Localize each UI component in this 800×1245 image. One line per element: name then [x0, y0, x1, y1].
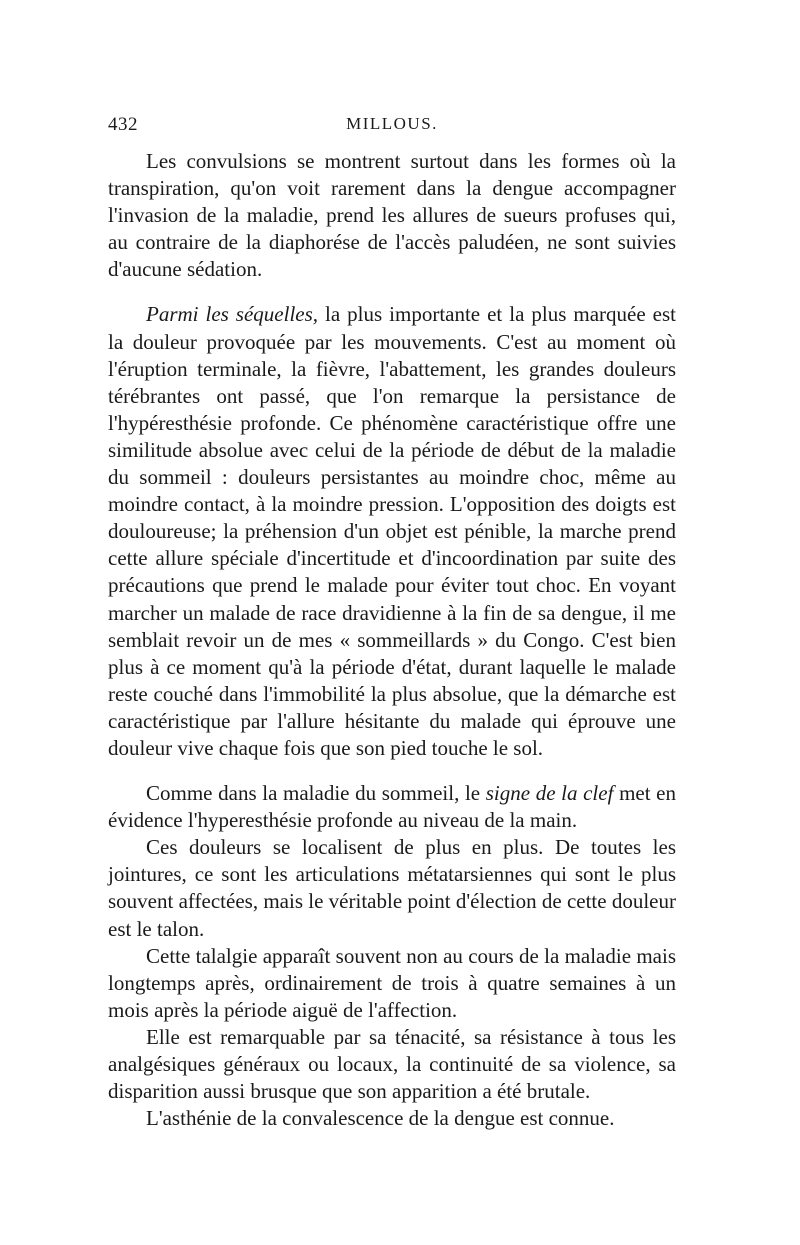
body-text — [108, 148, 676, 1132]
paragraph-asthenie — [108, 1105, 676, 1132]
page-number: 432 — [108, 114, 138, 135]
paragraph-text: L'asthénie de la convalescence de la dengue est connue. — [146, 1106, 615, 1131]
paragraph-text-before: Comme dans la maladie du sommeil, le — [146, 781, 486, 806]
paragraph-douleurs-localisees — [108, 834, 676, 942]
italic-term: signe de la clef — [485, 781, 614, 806]
paragraph-text: Elle est remarquable par sa ténacité, sa résistance à tous les analgésiques généraux ou locaux, la continuité de sa violence, sa disparition aussi brusque que son apparition a été brutale. — [108, 1024, 676, 1104]
italic-lead: Parmi les séquelles, — [146, 302, 319, 327]
running-title: MILLOUS. — [346, 114, 438, 133]
running-head — [108, 114, 676, 144]
paragraph-text: Cette talalgie apparaît souvent non au cours de la maladie mais longtemps après, ordinairement de trois à quatre semaines à un mois après la période aiguë de l'affection. — [108, 943, 676, 1022]
paragraph-sequelles — [108, 301, 676, 762]
paragraph-text: la plus importante et la plus marquée est la douleur provoquée par les mouvements. C'est au moment où l'éruption terminale, la fièvre, l'abattement, les grandes douleurs térébrantes ont passé, que l'on remarque la persistance de l'hypéresthésie profonde. Ce phénomène caractéristique offre une similitude absolue avec celui de la période de début de la maladie du sommeil : douleurs persistantes au moindre choc, même au moindre contact, à la moindre pression. L'opposition des doigts est douloureuse; la préhension d'un objet est pénible, la marche prend cette allure spéciale d'incertitude et d'incoordination par suite des précautions que prend le malade pour éviter tout choc. En voyant marcher un malade de race dravidienne à la fin de sa dengue, il me semblait revoir un de mes « sommeillards » du Congo. C'est bien plus à ce moment qu'à la période d'état, durant laquelle le malade reste couché dans l'immobilité la plus absolue, que la démarche est caractéristique par l'allure hésitante du malade qui éprouve une douleur vive chaque fois que son pied touche le sol. — [108, 302, 676, 760]
paragraph-text-after: met en évidence l'hyperesthésie profonde au niveau de la main. — [108, 781, 677, 833]
paragraph-signe-de-la-clef — [108, 780, 676, 834]
paragraph-tenacite — [108, 1024, 676, 1105]
paragraph-talalgie — [108, 943, 676, 1024]
paragraph-text: Les convulsions se montrent surtout dans les formes où la transpiration, qu'on voit rarement dans la dengue accompagner l'invasion de la maladie, prend les allures de sueurs profuses qui, au contraire de la diaphorése de l'accès paludéen, ne sont suivies d'aucune sédation. — [108, 149, 676, 282]
paragraph-text: Ces douleurs se localisent de plus en plus. De toutes les jointures, ce sont les articulations métatarsiennes qui sont le plus souvent affectées, mais le véritable point d'élection de cette douleur est le talon. — [108, 835, 676, 941]
paragraph-convulsions — [108, 148, 676, 283]
